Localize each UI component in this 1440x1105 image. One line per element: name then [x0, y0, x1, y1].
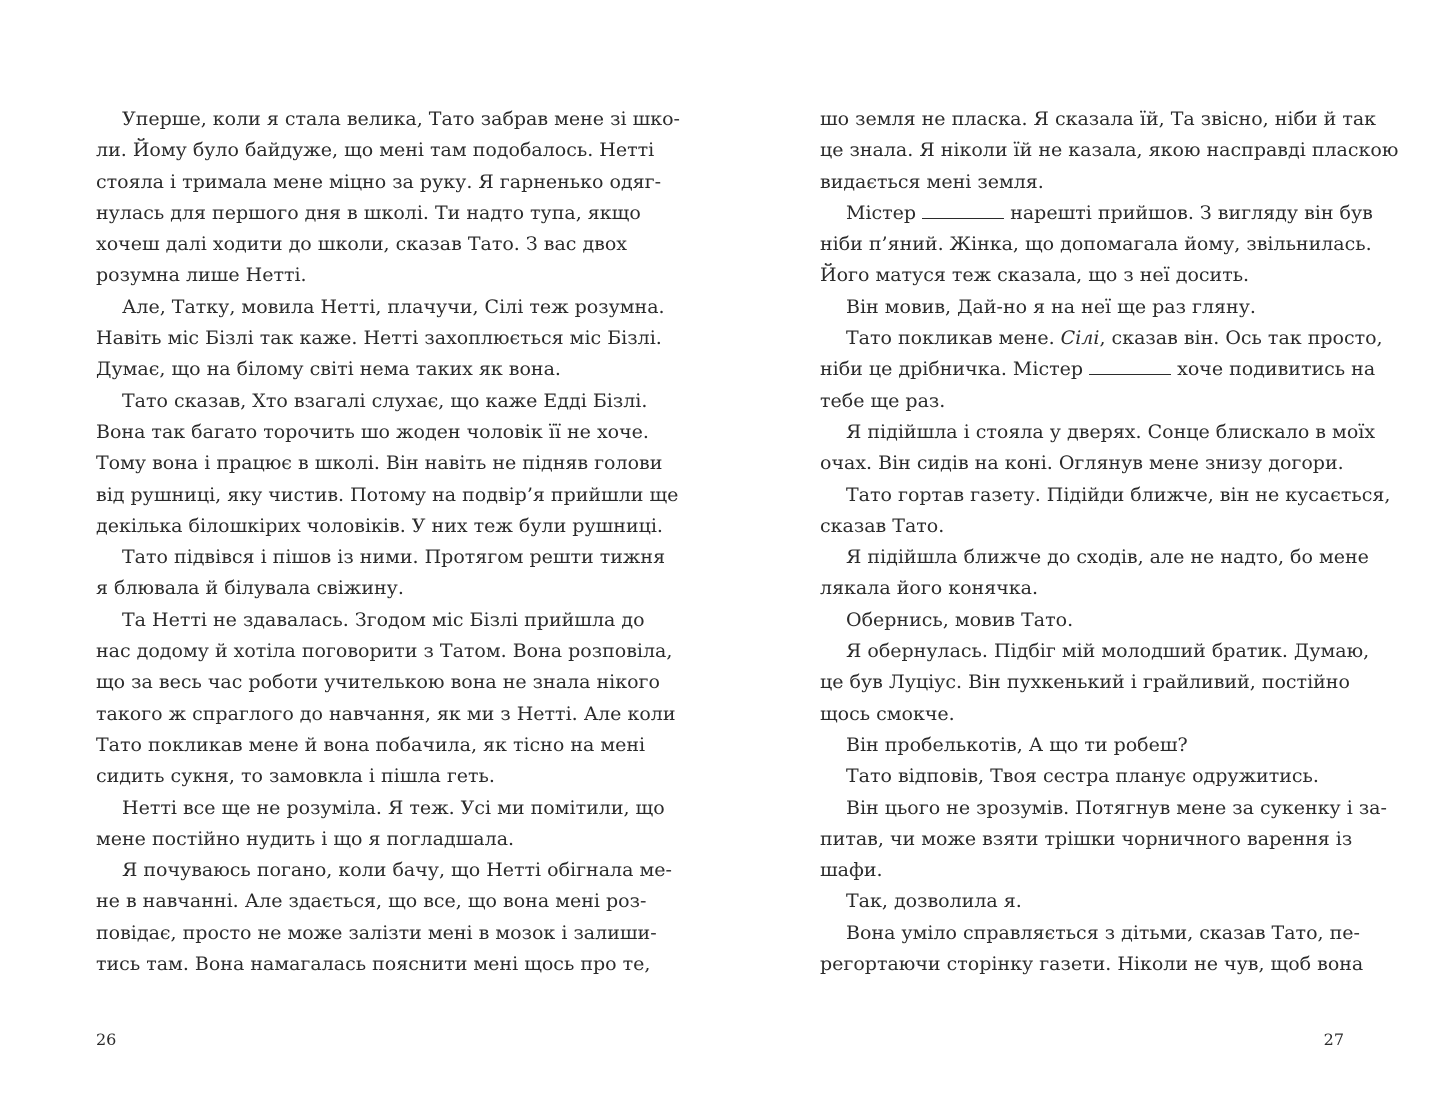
text-line: Тато покликав мене й вона побачила, як тісно на мені — [96, 733, 646, 756]
text-line: лякала його конячка. — [820, 577, 1038, 600]
text-line: стояла і тримала мене міцно за руку. Я гарненько одяг- — [96, 170, 661, 193]
text-line: Так, дозволила я. — [846, 890, 1022, 913]
text-line: не в навчанні. Але здається, що все, що вона мені роз- — [96, 890, 647, 913]
text-line: ніби п’яний. Жінка, що допомагала йому, звільнилась. — [820, 233, 1372, 256]
text-line: це знала. Я ніколи їй не казала, якою насправді плаcкою — [820, 139, 1399, 162]
text-fragment: Містер — [846, 201, 917, 224]
text-line: я блювала й білувала свіжину. — [96, 577, 404, 600]
text-line: Він пробелькотів, А що ти робеш? — [846, 733, 1188, 756]
text-line: Тато підвівся і пішов із ними. Протягом решти тижня — [122, 546, 666, 569]
text-line: хочеш далі ходити до школи, сказав Тато. З вас двох — [96, 233, 628, 256]
text-line: Вона так багато торочить шо жоден чоловік її не хоче. — [96, 420, 649, 443]
text-line: Я почуваюсь погано, коли бачу, що Нетті обігнала ме- — [122, 859, 672, 882]
text-line: регортаючи сторінку газети. Ніколи не чув, щоб вона — [820, 953, 1364, 976]
text-line: Тато сказав, Хто взагалі слухає, що каже Едді Бізлі. — [122, 389, 648, 412]
text-line: нулась для першого дня в школі. Ти надто тупа, якщо — [96, 201, 641, 224]
text-line: тись там. Вона намагалась пояснити мені щось про те, — [96, 953, 651, 976]
text-line: тебе ще раз. — [820, 389, 946, 412]
text-line: Я обернулась. Підбіг мій молодший братик. Думаю, — [846, 640, 1370, 663]
text-line: видається мені земля. — [820, 170, 1044, 193]
text-line: Навіть міс Бізлі так каже. Нетті захоплюється міс Бізлі. — [96, 327, 662, 350]
text-line: Тато гортав газету. Підійди ближче, він не кусається, — [846, 483, 1391, 506]
text-line — [820, 354, 1376, 385]
text-line: шо земля не пласка. Я сказала їй, Та звісно, ніби й так — [820, 108, 1377, 130]
text-line: сказав Тато. — [820, 514, 945, 537]
text-line: Вона уміло справляється з дітьми, сказав Тато, пе- — [846, 921, 1360, 944]
text-line: Уперше, коли я стала велика, Тато забрав мене зі шко- — [122, 108, 680, 130]
left-page — [96, 104, 680, 980]
text-line: нас додому й хотіла поговорити з Татом. Вона розповіла, — [96, 640, 673, 663]
text-line: Нетті все ще не розуміла. Я теж. Усі ми помітили, що — [122, 796, 665, 819]
text-line: шафи. — [820, 859, 883, 882]
blank-line — [922, 202, 1004, 219]
text-line: мене постійно нудить і що я погладшала. — [96, 827, 515, 850]
text-line: що за весь час роботи учителькою вона не знала нікого — [96, 671, 660, 694]
text-line: Тато відповів, Твоя сестра планує одружитись. — [846, 765, 1319, 788]
text-line: такого ж спраглого до навчання, як ми з Нетті. Але коли — [96, 702, 676, 725]
text-line: від рушниці, яку чистив. Потому на подвір’я прийшли ще — [96, 483, 679, 506]
text-line: Тому вона і працює в школі. Він навіть не підняв голови — [96, 452, 663, 475]
right-page — [820, 104, 1399, 980]
text-line: це був Луціус. Він пухкенький і грайливий, постійно — [820, 671, 1350, 694]
text-line: Його матуся теж сказала, що з неї досить. — [820, 264, 1250, 287]
text-fragment: ніби це дрібничка. Містер — [820, 358, 1084, 381]
text-line: Думає, що на білому світі нема таких як вона. — [96, 358, 561, 381]
text-fragment: нарешті прийшов. З вигляду він був — [1010, 201, 1373, 224]
page-number-right: 27 — [1323, 1030, 1344, 1049]
text-fragment: Тато покликав мене. — [846, 327, 1055, 350]
text-line: Він цього не зрозумів. Потягнув мене за сукенку і за- — [846, 796, 1387, 819]
text-line: Я підійшла і стояла у дверях. Сонце блискало в моїх — [846, 420, 1376, 443]
blank-line — [1089, 358, 1171, 375]
text-line: розумна лише Нетті. — [96, 264, 307, 287]
text-fragment: , сказав він. Ось так просто, — [1099, 327, 1383, 350]
text-line: очах. Він сидів на коні. Оглянув мене знизу догори. — [820, 452, 1344, 475]
text-line: питав, чи може взяти трішки чорничного варення із — [820, 827, 1353, 850]
text-line: повідає, просто не може залізти мені в мозок і залиши- — [96, 921, 657, 944]
text-fragment: хоче подивитись на — [1177, 358, 1376, 381]
text-line: декілька білошкірих чоловіків. У них теж були рушниці. — [96, 514, 663, 537]
text-line — [820, 323, 1383, 354]
page-number-left: 26 — [96, 1030, 117, 1049]
text-line: Обернись, мовив Тато. — [846, 608, 1074, 631]
text-line: щось смокче. — [820, 702, 955, 725]
text-line — [820, 198, 1373, 229]
text-line: Він мовив, Дай-но я на неї ще раз гляну. — [846, 295, 1256, 318]
text-line: Та Нетті не здавалась. Згодом міс Бізлі прийшла до — [122, 608, 645, 631]
text-line: Але, Татку, мовила Нетті, плачучи, Сілі теж розумна. — [122, 295, 665, 318]
text-line: Я підійшла ближче до сходів, але не надто, бо мене — [846, 546, 1369, 569]
text-line: сидить сукня, то замовкла і пішла геть. — [96, 765, 495, 788]
text-line: ли. Йому було байдуже, що мені там подобалось. Нетті — [96, 139, 655, 162]
italic-name: Сілі — [1060, 327, 1100, 350]
